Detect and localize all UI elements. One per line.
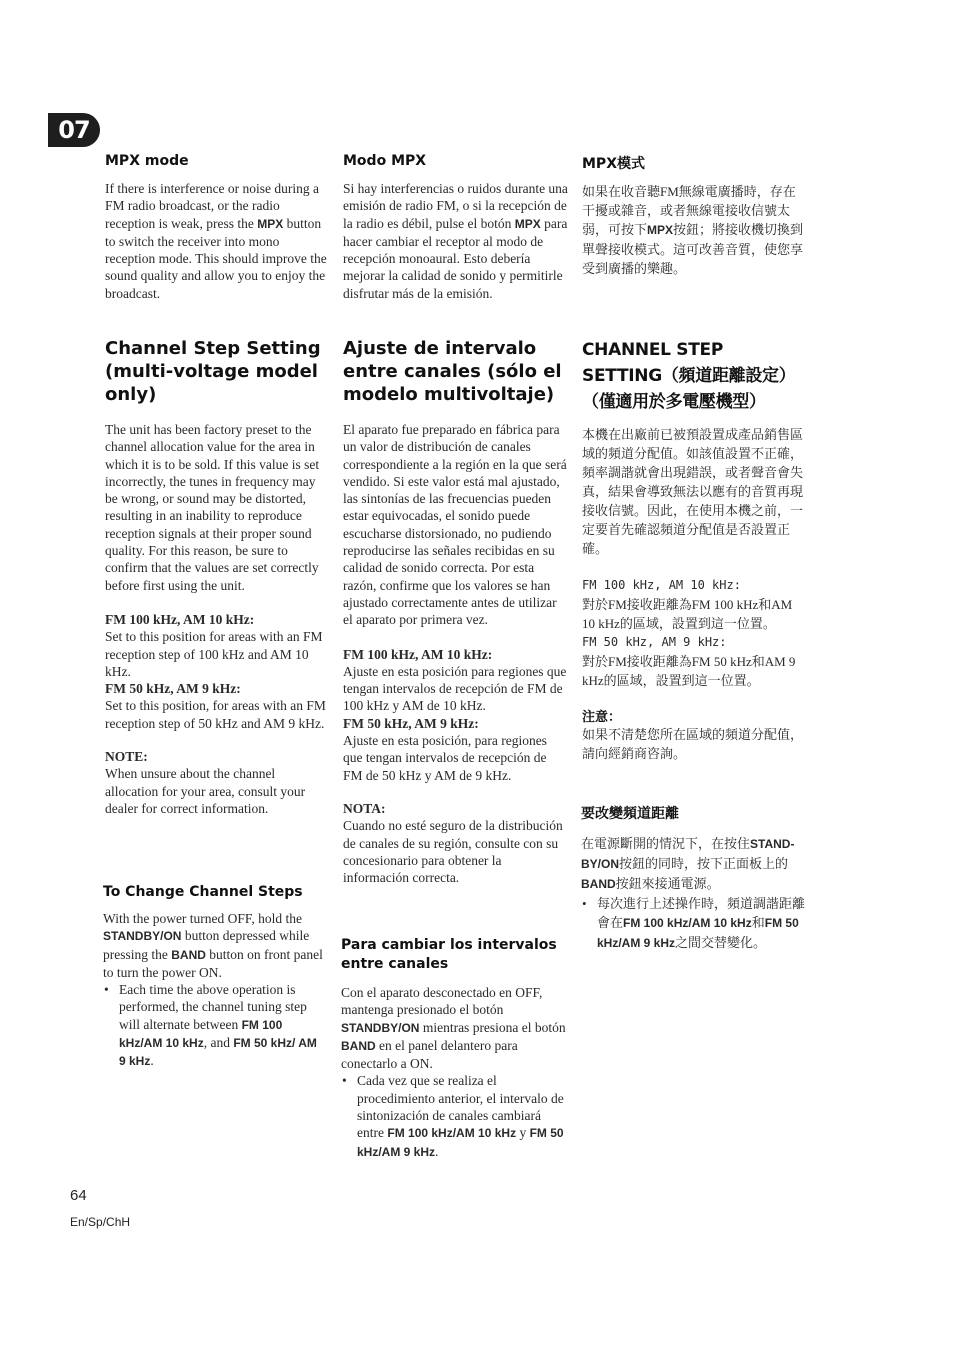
zh-mpx-paragraph: 如果在收音聽FM無線電廣播時，存在干擾或雜音，或者無線電接收信號太弱，可按下MPX按鈕；將接收機切換到單聲接收模式。這可改善音質，使您享受到廣播的樂趣。	[582, 184, 804, 276]
es-channel-step-paragraph: El aparato fue preparado en fábrica para un valor de distribución de canales correspondiente a la región en la que será vendido. Si este valor está mal ajustado, las sintonías de las frecuencias pueden estar equivocadas, el sonido puede escucharse distorsionado, no pudiendo reproducirse las señales recibidas en su calidad de sonido correcta. Por esta razón, confirme que los valores se han ajustado correctamente antes de utilizar el aparato por primera vez.	[343, 422, 567, 628]
es-mpx-heading: Modo MPX	[343, 153, 427, 169]
zh-note-label: 注意：	[582, 710, 622, 725]
es-note-text: Cuando no esté seguro de la distribución de canales de su región, consulte con su concesionario para obtener la información correcta.	[343, 818, 563, 886]
zh-change-heading: 要改變頻道距離	[581, 806, 679, 822]
standby-keyword: STANDBY/ON	[103, 929, 182, 944]
en-channel-step-heading: Channel Step Setting (multi-voltage model only)	[105, 338, 321, 405]
es-change-paragraph: Con el aparato desconectado en OFF, mantenga presionado el botón STANDBY/ON mientras presiona el botón BAND en el panel delantero para conectarlo a ON.	[341, 985, 566, 1072]
page-number: 64	[70, 1187, 87, 1204]
zh-change-section	[581, 803, 806, 953]
band-keyword: BAND	[171, 947, 206, 962]
es-fm50-text: Ajuste en esta posición, para regiones que tengan intervalos de recepción de FM de 50 kHz y AM de 9 kHz.	[343, 733, 547, 783]
zh-change-paragraph: 在電源斷開的情況下，在按住STAND-BY/ON按鈕的同時，按下正面板上的BAND按鈕來接通電源。	[581, 836, 795, 891]
es-fm50-label: FM 50 kHz, AM 9 kHz:	[343, 715, 479, 731]
en-change-paragraph: With the power turned OFF, hold the STANDBY/ON button depressed while pressing the BAND button on front panel to turn the power ON.	[103, 911, 323, 980]
zh-fm50-text: 對於FM接收距離為FM 50 kHz和AM 9 kHz的區域，設置到這一位置。	[582, 654, 796, 688]
es-change-bullet: • Cada vez que se realiza el procedimiento anterior, el intervalo de sintonización de canales cambiará entre FM 100 kHz/AM 10 kHz y FM 50 kHz/AM 9 kHz.	[341, 1072, 566, 1160]
es-mpx-paragraph: Si hay interferencias o ruidos durante una emisión de radio FM, o si la recepción de la radio es débil, pulse el botón MPX para hacer cambiar el receptor al modo de recepción monoaural. Esto debería mejorar la calidad de sonido y permitirle disfrutar más de la emisión.	[343, 181, 568, 301]
en-fm50-label: FM 50 kHz, AM 9 kHz:	[105, 681, 241, 697]
zh-channel-step-paragraph: 本機在出廠前已被預設置成產品銷售區域的頻道分配值。如該值設置不正確，頻率調諧就會出現錯誤，或者聲音會失真，結果會導致無法以應有的音質再現接收信號。因此，在使用本機之前，一定要首先確認頻道分配值是否設置正確。	[582, 427, 804, 556]
en-mpx-heading: MPX mode	[105, 153, 189, 169]
chapter-number-tab: 07	[48, 113, 100, 147]
zh-channel-step-section	[582, 337, 807, 763]
es-fm100-text: Ajuste en esta posición para regiones que tengan intervalos de recepción de FM de 100 kHz y AM de 10 kHz.	[343, 663, 567, 714]
es-channel-step-section	[343, 337, 568, 886]
en-mpx-paragraph: If there is interference or noise during a FM radio broadcast, or the radio reception is weak, press the MPX button to switch the receiver into mono reception mode. This should improve the sound quality and allow you to enjoy the broadcast.	[105, 181, 327, 301]
zh-mpx-heading: MPX模式	[582, 156, 645, 172]
mpx-keyword: MPX	[257, 216, 284, 231]
en-channel-step-section	[105, 337, 327, 817]
es-change-section	[341, 936, 566, 1161]
zh-note-text: 如果不清楚您所在區域的頻道分配值，請向經銷商咨詢。	[582, 727, 804, 761]
en-fm100-text: Set to this position for areas with an FM reception step of 100 kHz and AM 10 kHz.	[105, 629, 323, 679]
en-change-bullet: • Each time the above operation is performed, the channel tuning step will alternate between FM 100 kHz/AM 10 kHz, and FM 50 kHz/ AM 9 kHz.	[103, 981, 325, 1070]
es-change-heading: Para cambiar los intervalos entre canales	[341, 937, 557, 972]
es-fm100-label: FM 100 kHz, AM 10 kHz:	[343, 646, 493, 662]
en-column	[105, 153, 327, 302]
zh-change-bullet: • 每次進行上述操作時，頻道調諧距離會在FM 100 kHz/AM 10 kHz和FM 50 kHz/AM 9 kHz之間交替變化。	[581, 894, 806, 953]
zh-channel-step-heading: CHANNEL STEP SETTING（頻道距離設定）（僅適用於多電壓機型）	[582, 340, 796, 412]
zh-column	[582, 153, 807, 278]
en-fm50-text: Set to this position, for areas with an FM reception step of 50 kHz and AM 9 kHz.	[105, 698, 326, 731]
language-code: En/Sp/ChH	[70, 1215, 131, 1229]
zh-fm100-text: 對於FM接收距離為FM 100 kHz和AM 10 kHz的區域，設置到這一位置。	[582, 597, 793, 631]
es-column	[343, 153, 568, 302]
en-note-label: NOTE:	[105, 749, 148, 765]
en-note-text: When unsure about the channel allocation for your area, consult your dealer for correct information.	[105, 766, 306, 816]
es-channel-step-heading: Ajuste de intervalo entre canales (sólo el modelo multivoltaje)	[343, 338, 562, 405]
es-note-label: NOTA:	[343, 800, 386, 816]
en-channel-step-paragraph: The unit has been factory preset to the channel allocation value for the area in which it is to be sold. If this value is set incorrectly, the tunes in frequency may be wrong, or sound may be distorted, resulting in an inability to reproduce reception signals at their proper sound quality. For this reason, be sure to confirm that the values are set correctly before first using the unit.	[105, 422, 320, 593]
zh-fm50-label: FM 50 kHz, AM 9 kHz:	[582, 635, 727, 649]
en-change-section	[103, 884, 325, 1071]
en-change-heading: To Change Channel Steps	[103, 884, 303, 900]
en-fm100-label: FM 100 kHz, AM 10 kHz:	[105, 611, 255, 627]
zh-fm100-label: FM 100 kHz, AM 10 kHz:	[582, 578, 741, 592]
